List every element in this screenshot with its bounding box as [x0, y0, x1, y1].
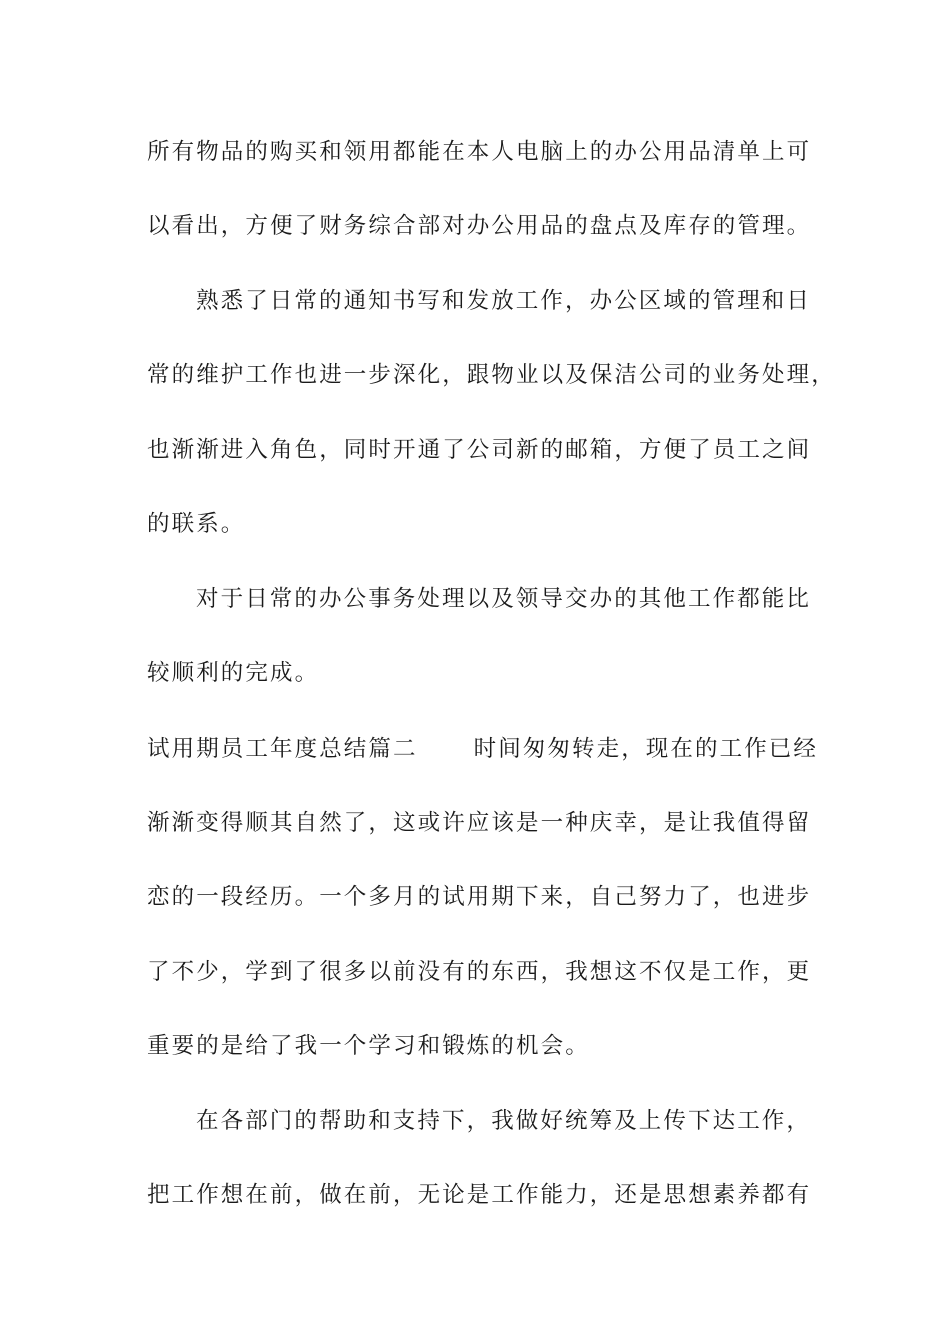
text-line: 较顺利的完成。 — [147, 660, 320, 686]
text-line: 所有物品的购买和领用都能在本人电脑上的办公用品清单上可 — [147, 139, 812, 165]
section-heading: 试用期员工年度总结篇二 — [147, 736, 418, 762]
text-line: 了不少，学到了很多以前没有的东西，我想这不仅是工作，更 — [147, 959, 812, 985]
text-line: 常的维护工作也进一步深化，跟物业以及保洁公司的业务处理， — [147, 362, 836, 388]
text-line: 恋的一段经历。一个多月的试用期下来，自己努力了，也进步 — [147, 884, 812, 910]
text-line: 熟悉了日常的通知书写和发放工作，办公区域的管理和日 — [196, 288, 812, 314]
text-segment: 时间匆匆转走，现在的工作已经 — [473, 736, 819, 762]
text-line: 重要的是给了我一个学习和锻炼的机会。 — [147, 1033, 590, 1059]
text-line: 的联系。 — [147, 511, 246, 537]
heading-line — [147, 729, 817, 769]
text-line: 也渐渐进入角色，同时开通了公司新的邮箱，方便了员工之间 — [147, 437, 812, 463]
text-line: 渐渐变得顺其自然了，这或许应该是一种庆幸，是让我值得留 — [147, 810, 812, 836]
text-line: 以看出，方便了财务综合部对办公用品的盘点及库存的管理。 — [147, 213, 812, 239]
text-line: 在各部门的帮助和支持下，我做好统筹及上传下达工作， — [196, 1108, 812, 1134]
text-line: 把工作想在前，做在前，无论是工作能力，还是思想素养都有 — [147, 1182, 812, 1208]
text-line: 对于日常的办公事务处理以及领导交办的其他工作都能比 — [196, 586, 812, 612]
